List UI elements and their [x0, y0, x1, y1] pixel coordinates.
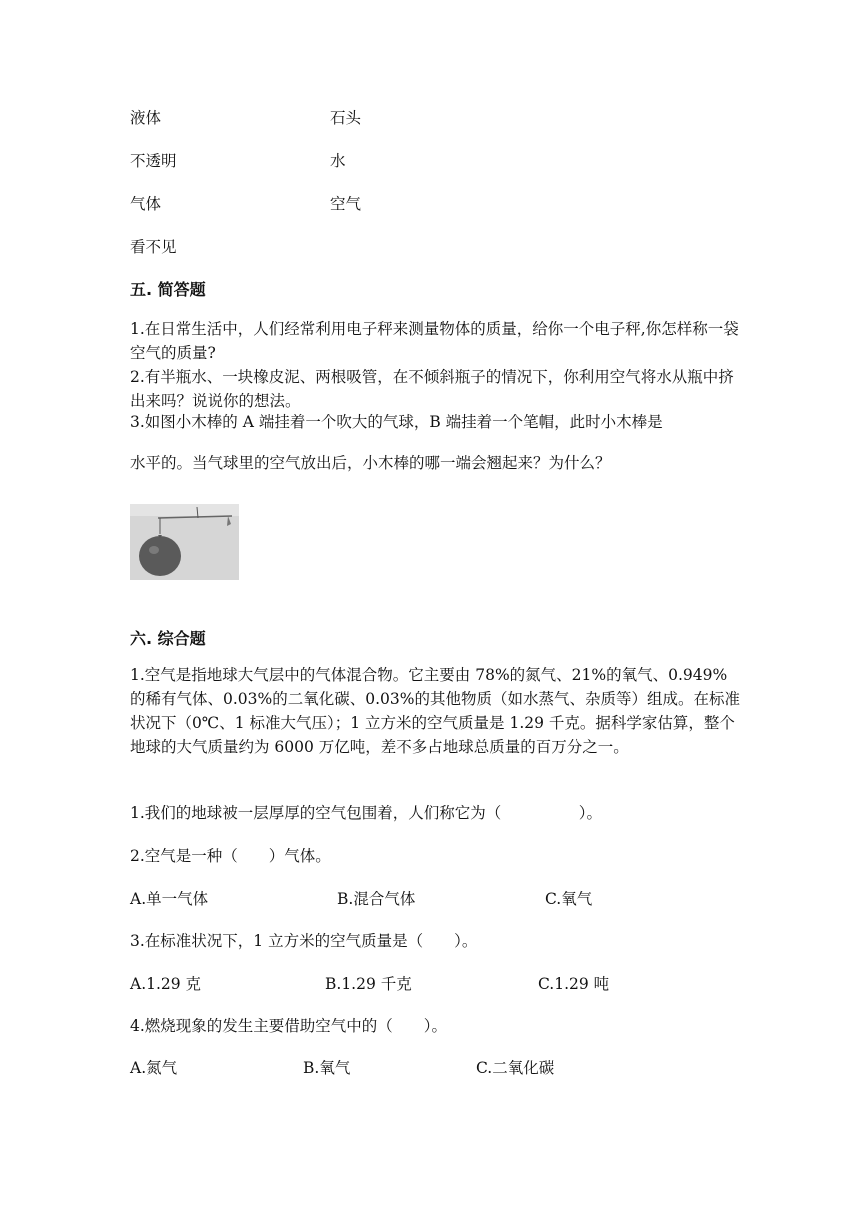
match-left-item: 看不见 [130, 238, 177, 256]
question-6-2: 2.空气是一种（ ）气体。 [130, 847, 331, 865]
question-5-3-line1: 3.如图小木棒的 A 端挂着一个吹大的气球，B 端挂着一个笔帽，此时小木棒是 [130, 413, 663, 431]
question-5-1: 1.在日常生活中，人们经常利用电子秤来测量物体的质量，给你一个电子秤,你怎样称一袋空气的质量? [130, 320, 739, 362]
match-right-item: 石头 [330, 109, 362, 127]
match-right-item: 水 [330, 152, 346, 170]
section-5-title: 五. 简答题 [130, 280, 206, 299]
option-c: C.1.29 吨 [538, 975, 610, 993]
option-c: C.氧气 [545, 890, 593, 908]
question-6-3: 3.在标准状况下，1 立方米的空气质量是（ ）。 [130, 932, 478, 950]
option-c: C.二氧化碳 [476, 1059, 555, 1077]
question-5-2: 2.有半瓶水、一块橡皮泥、两根吸管，在不倾斜瓶子的情况下，你利用空气将水从瓶中挤出来吗？说说你的想法。 [130, 368, 734, 410]
option-a: A.单一气体 [130, 890, 209, 908]
option-a: A.氮气 [130, 1059, 178, 1077]
option-b: B.1.29 千克 [325, 975, 412, 993]
question-5-3-line2: 水平的。当气球里的空气放出后，小木棒的哪一端会翘起来？为什么？ [130, 454, 611, 472]
match-left-item: 液体 [130, 109, 162, 127]
option-a: A.1.29 克 [130, 975, 202, 993]
match-left-item: 气体 [130, 195, 162, 213]
balloon-stick-photo [130, 504, 239, 580]
question-6-4: 4.燃烧现象的发生主要借助空气中的（ ）。 [130, 1017, 448, 1035]
question-6-1: 1.我们的地球被一层厚厚的空气包围着，人们称它为（ ）。 [130, 804, 603, 822]
match-left-item: 不透明 [130, 152, 177, 170]
option-b: B.混合气体 [337, 890, 416, 908]
match-right-item: 空气 [330, 195, 362, 213]
section-6-title: 六. 综合题 [130, 629, 206, 648]
option-b: B.氧气 [303, 1059, 351, 1077]
passage: 1.空气是指地球大气层中的气体混合物。它主要由 78%的氮气、21%的氧气、0.949%的稀有气体、0.03%的二氧化碳、0.03%的其他物质（如水蒸气、杂质等）组成。在标准状况下（0℃、1 标准大气压）；1 立方米的空气质量是 1.29 千克。据科学家估算，整个地球的大气质量约为 6000 万亿吨，差不多占地球总质量的百万分之一。 [130, 666, 740, 756]
